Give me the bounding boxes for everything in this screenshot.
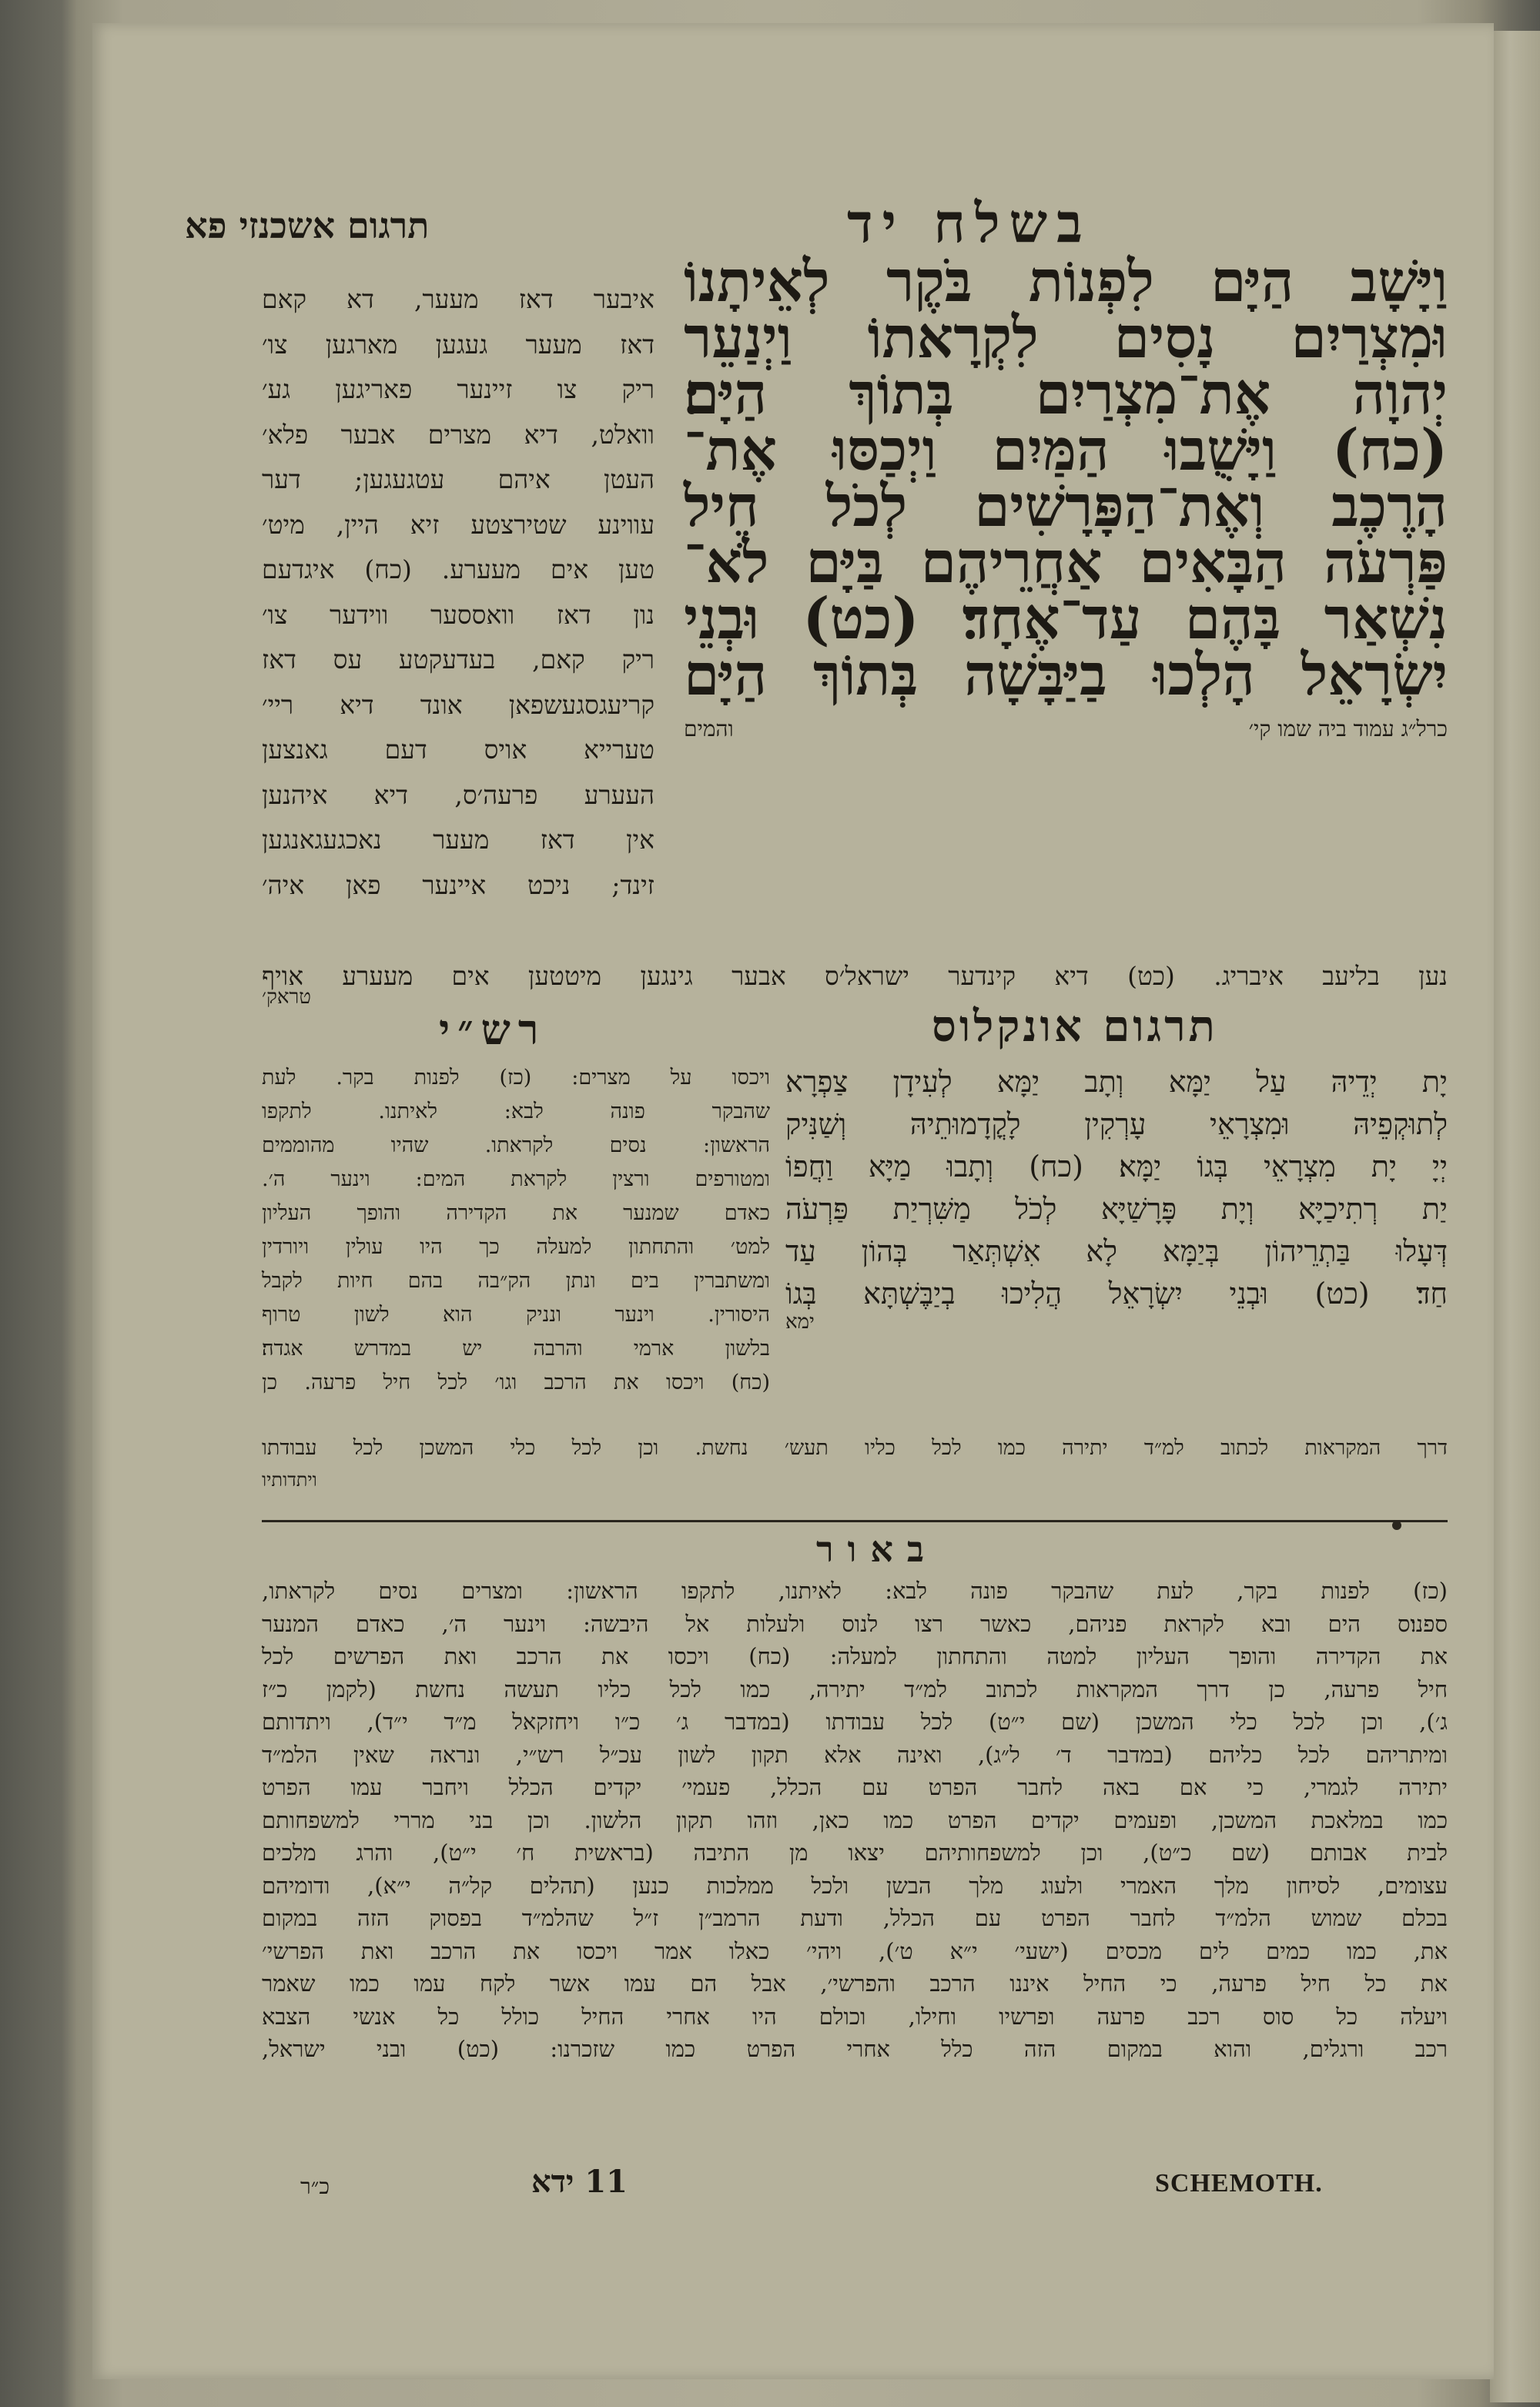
biur-line: ויעלה כל סוס רכב פרעה ופרשיו וחילו, וכולם היו אחרי החיל כולל כל אנשי הצבא — [262, 2003, 1448, 2030]
bible-catchword: והמים — [684, 716, 734, 742]
yiddish-line: ריק צו זיינער פאריגען גע׳ — [262, 374, 654, 404]
rashi-catchword: ויתדותיו — [262, 1469, 317, 1491]
onkelos-line: לְתוּקְפֵיהּ וּמִצְרָאֵי עָרְקִין לָקֳדָמוּתֵיהּ וְשַׁנִּיק — [785, 1107, 1448, 1141]
rashi-line: בלשון ארמי והרבה יש במדרש אגדה׃ — [262, 1337, 770, 1361]
yiddish-line: קריעגסגעשפאן אונד דיא ריי׳ — [262, 689, 654, 720]
yiddish-line: נען בליעב איבריג. (כט) דיא קינדער ישראל׳ס אבער גינגען מיטטען אים מעערע אויף — [262, 961, 1448, 991]
yiddish-line: זינד; ניכט איינער פאן איה׳ — [262, 869, 654, 900]
biur-line: לבית אבותם (שם כ״ט), וכן למשפחותיהם יצאו מן התיבה (בראשית ח׳ י״ט), והרג מלכים — [262, 1840, 1448, 1866]
bible-line: פַּרְעֹה הַבָּאִים אַחֲרֵיהֶם בַּיָּם לֹא־ — [684, 530, 1448, 596]
biur-line: רכב ורגלים, והוא במקום הזה כלל אחרי הפרט כמו שזכרנו: (כט) ובני ישראל, — [262, 2036, 1448, 2062]
bible-catch-row — [684, 716, 1448, 742]
biur-line: כמו במלאכת המשכן, ופעמים יקדים הפרט כמו כאן, וזהו תקון הלשון. וכן בני מררי למשפחותם — [262, 1806, 1448, 1833]
yiddish-line: נון דאז וואססער ווידער צו׳ — [262, 599, 654, 630]
biur-line: חיל פרעה, כן דרך המקראות לכתוב למ״ד יתירה, כמו לכל כליו תעשה נחשת (לקמן כ״ז — [262, 1676, 1448, 1702]
biur-line: (כז) לפנות בקר, לעת שהבקר פונה לבא: לאיתנו, לתקפו הראשון: ומצרים נסים לקראתו, — [262, 1578, 1448, 1604]
bible-line: יְהוָה אֶת־מִצְרַיִם בְּתוֹךְ הַיָּם׃ — [684, 361, 1448, 427]
onkelos-heading: תרגום אונקלוס — [932, 1001, 1218, 1052]
rashi-line: שהבקר פונה לבא: לאיתנו. לתקפו — [262, 1100, 770, 1123]
yiddish-line: אין דאז מעער נאכגעגאנגען — [262, 825, 654, 855]
bible-text-block — [684, 249, 1448, 742]
rashi-line: ומטורפים ורצין לקראת המים: וינער ה׳. — [262, 1167, 770, 1191]
yiddish-continuation — [262, 961, 1448, 992]
yiddish-line: העטן איהם עטגעגען; דער — [262, 464, 654, 494]
bible-line: וּמִצְרַיִם נָסִים לִקְרָאתוֹ וַיְנַעֵר — [684, 305, 1448, 371]
yiddish-line: העערע פרעה׳ס, דיא איהנען — [262, 779, 654, 810]
biur-line: יתירה לגמרי, כי אם באה לחבר הפרט עם הכלל, פעמי׳ יקדים הכלל ויחבר עמו הפרט — [262, 1774, 1448, 1800]
yiddish-line: איבער דאז מעער, דא קאם — [262, 284, 654, 314]
biur-commentary — [262, 1575, 1448, 2066]
yiddish-line: טערייא אויס דעם גאנצען — [262, 735, 654, 765]
biur-line: את כל חיל פרעה, כי החיל איננו הרכב והפרשי׳, אבל הם עמו אשר לקח עמו כמו שאמר — [262, 1970, 1448, 1997]
adjacent-page-edge — [1490, 31, 1540, 2402]
footer-catchword: כ״ר — [300, 2174, 330, 2199]
biur-line: ומיתריהם לכל כליהם (במדבר ד׳ ל״ג), ואינה אלא תקון לשון עכ״ל רש״י, ונראה שאין הלמ״ד — [262, 1741, 1448, 1768]
biur-heading: באור — [816, 1528, 939, 1570]
onkelos-line: דְּעָלוּ בַּתְרֵיהוֹן בְּיַמָּא לָא אִשְׁתְּאַר בְּהוֹן עַד — [785, 1234, 1448, 1268]
bible-line: נִשְׁאַר בָּהֶם עַד־אֶחָד׃ (כט) וּבְנֵי — [684, 586, 1448, 652]
bible-line: (כח) וַיָּשֻׁבוּ הַמַּיִם וַיְכַסּוּ אֶת־ — [684, 417, 1448, 484]
onkelos-line: יָת יְדֵיהּ עַל יַמָּא וְתָב יַמָּא לְעִידָן צַפְרָא — [785, 1065, 1448, 1099]
biur-line: את, כמו כמים לים מכסים (ישעי׳ י״א ט׳), ויהי׳ כאלו אמר ויכסו את הרכב ואת הפרשי׳ — [262, 1937, 1448, 1964]
onkelos-line: חַד׃ (כט) וּבְנֵי יִשְׂרָאֵל הֲלִיכוּ בְיַבֶּשְׁתָּא בְּגוֹ — [785, 1277, 1448, 1311]
rashi-continuation: דרך המקראות לכתוב למ״ד יתירה כמו לכל כליו תעש׳ נחשת. וכן לכל כלי המשכן לכל עבודתו — [262, 1436, 1448, 1460]
yiddish-line: ריק קאם, בעדעקטע עס דאז — [262, 644, 654, 675]
yiddish-line: טען אים מעערע. (כח) איגדעם — [262, 554, 654, 584]
biur-line: בכלם שמוש הלמ״ד לחבר הפרט עם הכלל, ודעת הרמב״ן ז״ל שהלמ״ד בפסוק הזה במקום — [262, 1905, 1448, 1931]
rashi-line: כאדם שמנער את הקדירה והופך העליון — [262, 1201, 770, 1225]
rashi-line: הראשון: נסים לקראתו. שהיו מהוממים — [262, 1133, 770, 1157]
footer-latin-catchword: SCHEMOTH. — [1155, 2169, 1323, 2198]
bible-line: הָרֶכֶב וְאֶת־הַפָּרָשִׁים לְכֹל חֵיל — [684, 474, 1448, 540]
biur-line: עצומים, לסיחון מלך האמרי ולעוג מלך הבשן ולכל ממלכות כנען (תהלים קל״ה י״א), ודומיהם — [262, 1872, 1448, 1899]
yiddish-line: עווינע שטירצטע זיא היין, מיט׳ — [262, 509, 654, 540]
rashi-column — [262, 1061, 770, 1400]
running-header-targum: תרגום אשכנזי פא — [185, 205, 430, 246]
biur-line: ספנו׃ס הים ובא לקראת פניהם, כאשר רצו לנוס ולעלות אל היבשה: וינער ה׳, כאדם המנער — [262, 1610, 1448, 1637]
rashi-line: ומשתברין בים ונתן הק״בה בהם חיות לקבל — [262, 1269, 770, 1293]
section-divider-rule — [262, 1520, 1448, 1522]
running-header-parsha: בשלח יד — [847, 191, 1092, 255]
rashi-line: היסורין. וינער ונניק הוא לשון טרוף — [262, 1303, 770, 1327]
yiddish-catchword: טראק׳ — [262, 986, 311, 1009]
yiddish-line: דאז מעער געגען מארגען צו׳ — [262, 329, 654, 360]
footer-signature-mark: 11 ידא — [531, 2164, 628, 2200]
biur-line: את הקדירה והופך העליון למטה והתחתון למעלה: (כח) ויכסו את הרכב ואת הפרשים לכל — [262, 1643, 1448, 1669]
bible-line: וַיָּשָׁב הַיָּם לִפְנוֹת בֹּקֶר לְאֵיתָנוֹ — [684, 249, 1448, 315]
rashi-line: למט׳ והתחתון למעלה כך היו עולין ויורדין — [262, 1235, 770, 1259]
onkelos-line: יַת רְתִיכַיָּא וְיָת פָּרָשַׁיָּא לְכֹל מַשִּׁרְיַת פַּרְעֹה — [785, 1192, 1448, 1226]
onkelos-column — [785, 1061, 1448, 1334]
bible-masoretic-note: כרל״ג עמוד ביה שמו קי׳ — [1248, 716, 1448, 742]
yiddish-translation-column — [262, 277, 654, 908]
rashi-line: (כח) ויכסו את הרכב וגו׳ לכל חיל פרעה. כן — [262, 1371, 770, 1394]
rashi-line: ויכסו על מצרים: (כז) לפנות בקר. לעת — [262, 1066, 770, 1090]
biur-line: ג׳), וכן לכל כלי המשכן (שם י״ט) לכל עבודתו (במדבר ג׳ כ״ו ויחזקאל מ״ד י״ד), ויתדותם — [262, 1709, 1448, 1735]
onkelos-line: יְיָ יָת מִצְרָאֵי בְּגוֹ יַמָּא׃ (כח) וְתָבוּ מַיָּא וַחֲפוֹ — [785, 1150, 1448, 1183]
bible-line: יִשְׂרָאֵל הָלְכוּ בַיַּבָּשָׁה בְּתוֹךְ הַיָּם — [684, 642, 1448, 708]
printer-mark-dot — [1392, 1521, 1401, 1530]
yiddish-line: וואלט, דיא מצרים אבער פלא׳ — [262, 419, 654, 450]
rashi-heading: רש״י — [439, 1005, 547, 1054]
onkelos-catchword: ימא — [785, 1311, 815, 1334]
